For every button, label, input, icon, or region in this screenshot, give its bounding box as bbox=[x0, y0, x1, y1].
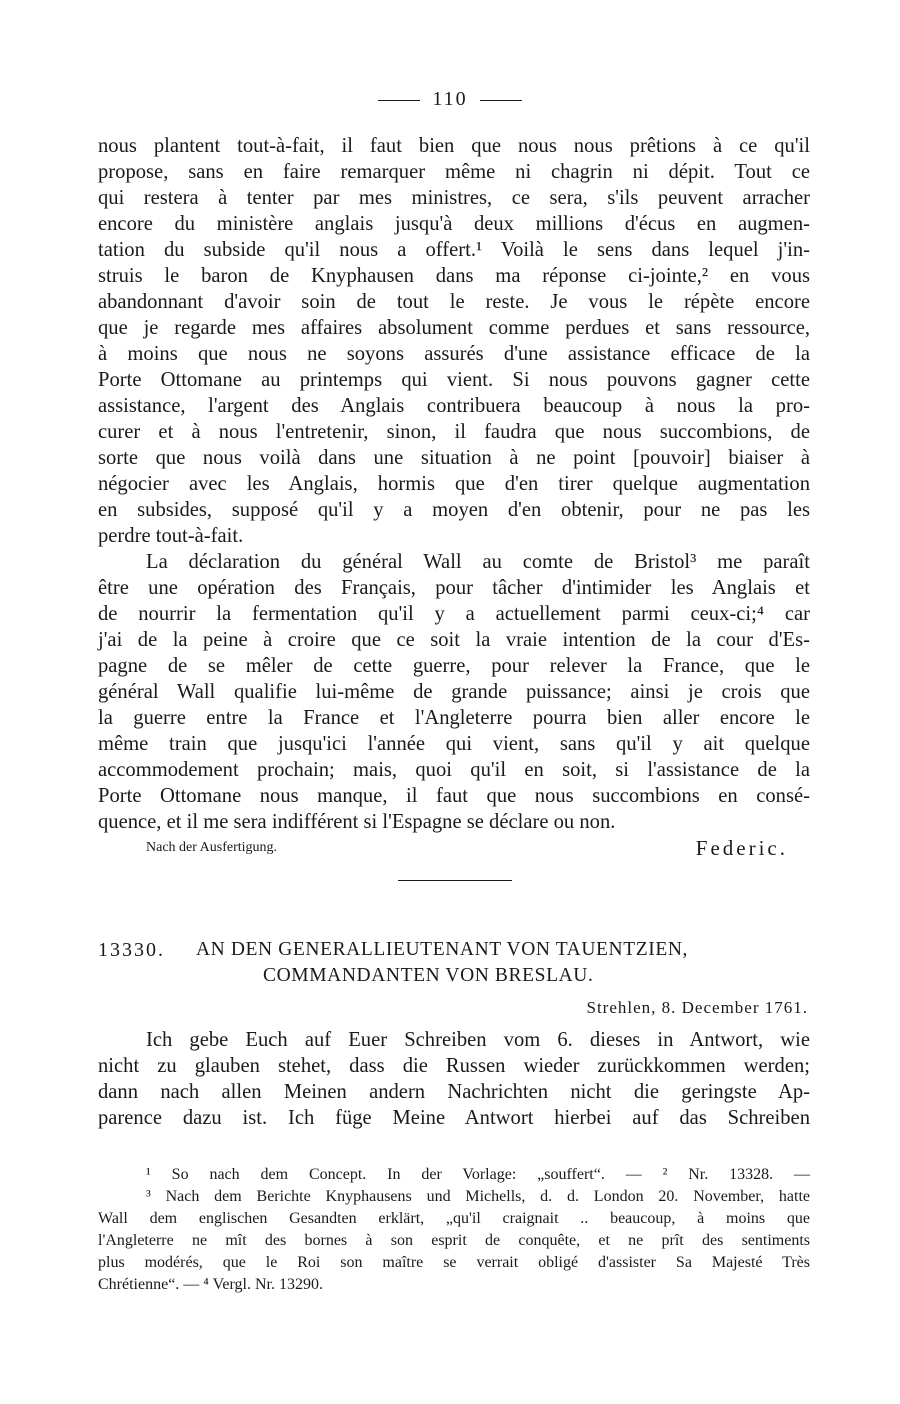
body-line: perdre tout-à-fait. bbox=[98, 525, 244, 547]
body-line: la guerre entre la France et l'Angleterre pourra bien aller encore le bbox=[98, 707, 810, 729]
body-line: encore du ministère anglais jusqu'à deux millions d'écus en augmen- bbox=[98, 213, 810, 235]
body-line: struis le baron de Knyphausen dans ma réponse ci-jointe,² en vous bbox=[98, 265, 810, 287]
body-line: qui restera à tenter par mes ministres, ce sera, s'ils peuvent arracher bbox=[98, 187, 810, 209]
letter-line: dann nach allen Meinen andern Nachrichten nicht die geringste Ap- bbox=[98, 1081, 810, 1103]
page-number-dash-left bbox=[378, 100, 420, 101]
signature: Federic. bbox=[695, 836, 788, 860]
signature-row bbox=[146, 836, 810, 862]
body-line: général Wall qualifie lui-même de grande puissance; ainsi je crois que bbox=[98, 681, 810, 703]
body-line: sorte que nous voilà dans une situation à ne point [pouvoir] biaiser à bbox=[98, 447, 810, 469]
letter-heading-line: AN DEN GENERALLIEUTENANT VON TAUENTZIEN, bbox=[196, 939, 688, 960]
footnote-line: ³ Nach dem Berichte Knyphausens und Michells, d. d. London 20. November, hatte bbox=[146, 1188, 810, 1205]
page-number bbox=[0, 88, 900, 111]
body-line: accommodement prochain; mais, quoi qu'il en soit, si l'assistance de la bbox=[98, 759, 810, 781]
body-line: négocier avec les Anglais, hormis que d'en tirer quelque augmentation bbox=[98, 473, 810, 495]
letter-line: nicht zu glauben stehet, dass die Russen wieder zurückkommen werden; bbox=[98, 1055, 810, 1077]
body-line: Porte Ottomane au printemps qui vient. Si nous pouvons gagner cette bbox=[98, 369, 810, 391]
letter-line: parence dazu ist. Ich füge Meine Antwort hierbei auf das Schreiben bbox=[98, 1107, 810, 1129]
body-line: abandonnant d'avoir soin de tout le reste. Je vous le répète encore bbox=[98, 291, 810, 313]
footnote-line: Wall dem englischen Gesandten erklärt, „qu'il craignait .. beaucoup, à moins que bbox=[98, 1210, 810, 1227]
dateline: Strehlen, 8. December 1761. bbox=[586, 998, 808, 1017]
body-line: que je regarde mes affaires absolument comme perdues et sans ressource, bbox=[98, 317, 810, 339]
page-number-text: 110 bbox=[432, 88, 468, 110]
footnote-line: ¹ So nach dem Concept. In der Vorlage: „souffert“. — ² Nr. 13328. — bbox=[146, 1166, 810, 1183]
body-line: tation du subside qu'il nous a offert.¹ Voilà le sens dans lequel j'in- bbox=[98, 239, 810, 261]
body-line: j'ai de la peine à croire que ce soit la vraie intention de la cour d'Es- bbox=[98, 629, 810, 651]
footnote-line: l'Angleterre ne mît des bornes à son esprit de conquête, et ne prît des sentiments bbox=[98, 1232, 810, 1249]
letter-heading-line: COMMANDANTEN VON BRESLAU. bbox=[263, 965, 594, 986]
footnote-line: plus modérés, que le Roi son maître se verrait obligé d'assister Sa Majesté Très bbox=[98, 1254, 810, 1271]
page-number-dash-right bbox=[480, 100, 522, 101]
body-line: même train que jusqu'ici l'année qui vient, sans qu'il y ait quelque bbox=[98, 733, 810, 755]
body-line: Porte Ottomane nous manque, il faut que nous succombions en consé- bbox=[98, 785, 810, 807]
footnote-line: Chrétienne“. — ⁴ Vergl. Nr. 13290. bbox=[98, 1276, 323, 1293]
body-line: en subsides, supposé qu'il y a moyen d'en obtenir, pour ne pas les bbox=[98, 499, 810, 521]
body-line: à moins que nous ne soyons assurés d'une assistance efficace de la bbox=[98, 343, 810, 365]
letter-line: Ich gebe Euch auf Euer Schreiben vom 6. dieses in Antwort, wie bbox=[146, 1029, 810, 1051]
section-divider bbox=[398, 880, 512, 881]
body-line: nous plantent tout-à-fait, il faut bien que nous nous prêtions à ce qu'il bbox=[98, 135, 810, 157]
source-note: Nach der Ausfertigung. bbox=[146, 840, 278, 855]
body-line: curer et à nous l'entretenir, sinon, il faudra que nous succombions, de bbox=[98, 421, 810, 443]
body-line: La déclaration du général Wall au comte de Bristol³ me paraît bbox=[146, 551, 810, 573]
body-line: quence, et il me sera indifférent si l'Espagne se déclare ou non. bbox=[98, 811, 616, 833]
letter-number: 13330. bbox=[98, 939, 165, 961]
body-line: pagne de se mêler de cette guerre, pour relever la France, que le bbox=[98, 655, 810, 677]
body-line: être une opération des Français, pour tâcher d'intimider les Anglais et bbox=[98, 577, 810, 599]
body-line: assistance, l'argent des Anglais contribuera beaucoup à nous la pro- bbox=[98, 395, 810, 417]
body-line: de nourrir la fermentation qu'il y a actuellement parmi ceux-ci;⁴ car bbox=[98, 603, 810, 625]
body-line: propose, sans en faire remarquer même ni chagrin ni dépit. Tout ce bbox=[98, 161, 810, 183]
